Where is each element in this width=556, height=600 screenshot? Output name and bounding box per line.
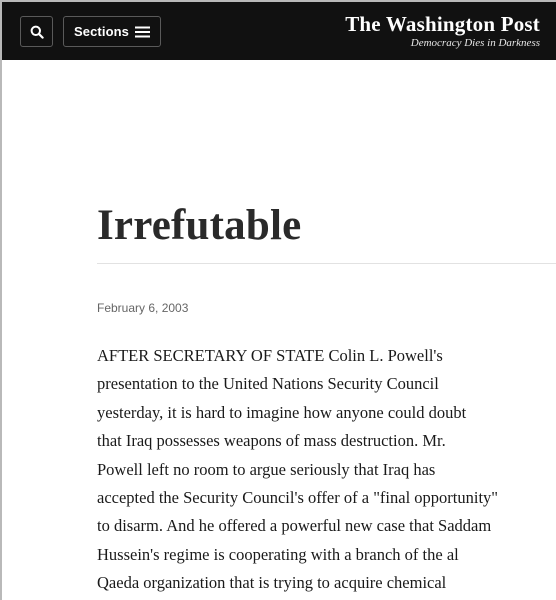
headline-divider <box>97 263 556 264</box>
article-body-line: Hussein's regime is cooperating with a branch of the al <box>97 544 459 564</box>
article-body-line: Qaeda organization that is trying to acquire chemical <box>97 573 447 593</box>
search-button[interactable] <box>20 16 53 47</box>
article-body-line: that Iraq possesses weapons of mass destruction. Mr. <box>97 431 446 451</box>
article-body <box>97 342 537 598</box>
hamburger-menu-icon <box>135 26 150 38</box>
article-body-line: accepted the Security Council's offer of a "final opportunity" <box>97 488 499 508</box>
article-body-line: Powell left no room to argue seriously that Iraq has <box>97 459 436 479</box>
article-date: February 6, 2003 <box>97 301 189 315</box>
brand-name: The Washington Post <box>345 12 540 36</box>
sections-label: Sections <box>74 24 129 39</box>
brand-tagline: Democracy Dies in Darkness <box>410 37 540 49</box>
article-body-line: to disarm. And he offered a powerful new case that Saddam <box>97 516 492 536</box>
article-body-line: yesterday, it is hard to imagine how anyone could doubt <box>97 402 467 422</box>
article-body-line: presentation to the United Nations Security Council <box>97 374 439 394</box>
sections-menu-button[interactable] <box>63 16 161 47</box>
article-body-line: AFTER SECRETARY OF STATE Colin L. Powell's <box>97 346 443 365</box>
brand-logo-link[interactable] <box>345 12 540 50</box>
site-header <box>2 2 556 60</box>
search-icon <box>30 25 44 39</box>
article-headline: Irrefutable <box>97 202 302 249</box>
